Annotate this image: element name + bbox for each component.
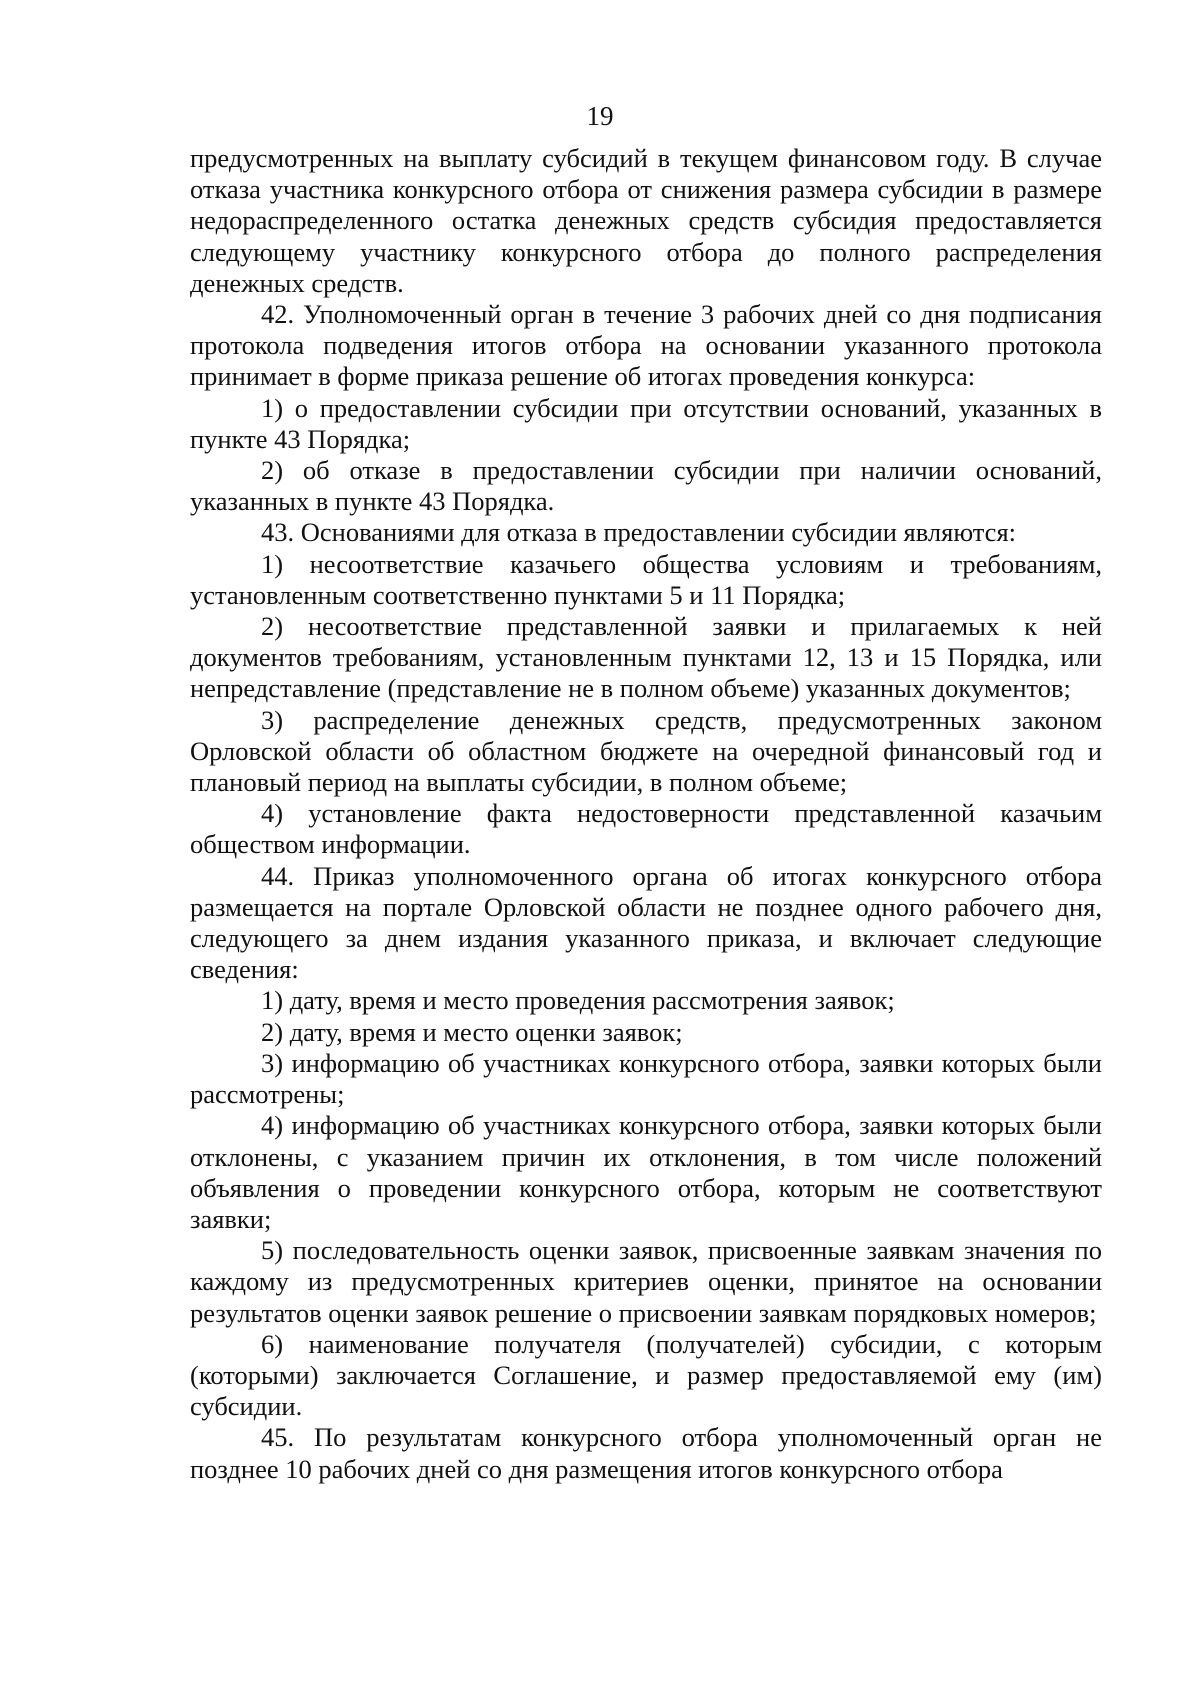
paragraph-44-5: 5) последовательность оценки заявок, присвоенные заявкам значения по каждому из предусмотренных критериев оценки, принятое на основании результатов оценки заявок решение о присвоении заявкам порядковых номеров; xyxy=(190,1235,1102,1328)
paragraph-43-4: 4) установление факта недостоверности представленной казачьим обществом информации. xyxy=(190,798,1102,860)
paragraph-44: 44. Приказ уполномоченного органа об итогах конкурсного отбора размещается на портале Орловской области не позднее одного рабочего дня, следующего за днем издания указанного приказа, и включает следующие сведения: xyxy=(190,860,1102,985)
paragraph-continuation: предусмотренных на выплату субсидий в текущем финансовом году. В случае отказа участника конкурсного отбора от снижения размера субсидии в размере недораспределенного остатка денежных средств субсидия предоставляется следующему участнику конкурсного отбора до полного распределения денежных средств. xyxy=(190,143,1102,298)
paragraph-43-1: 1) несоответствие казачьего общества условиям и требованиям, установленным соответственно пунктами 5 и 11 Порядка; xyxy=(190,548,1102,610)
paragraph-43-2: 2) несоответствие представленной заявки и прилагаемых к ней документов требованиям, установленным пунктами 12, 13 и 15 Порядка, или непредставление (представление не в полном объеме) указанных документов; xyxy=(190,611,1102,704)
page-number: 19 xyxy=(586,101,614,131)
paragraph-43: 43. Основаниями для отказа в предоставлении субсидии являются: xyxy=(261,517,1016,548)
paragraph-45: 45. По результатам конкурсного отбора уполномоченный орган не позднее 10 рабочих дней со дня размещения итогов конкурсного отбора xyxy=(190,1422,1102,1484)
paragraph-43-3: 3) распределение денежных средств, предусмотренных законом Орловской области об областном бюджете на очередной финансовый год и плановый период на выплаты субсидии, в полном объеме; xyxy=(190,704,1102,798)
paragraph-44-3: 3) информацию об участниках конкурсного отбора, заявки которых были рассмотрены; xyxy=(190,1047,1102,1110)
paragraph-42-2: 2) об отказе в предоставлении субсидии при наличии оснований, указанных в пункте 43 Порядка. xyxy=(190,455,1102,517)
paragraph-44-2: 2) дату, время и место оценки заявок; xyxy=(261,1016,683,1047)
paragraph-42: 42. Уполномоченный орган в течение 3 рабочих дней со дня подписания протокола подведения итогов отбора на основании указанного протокола принимает в форме приказа решение об итогах проведения конкурса: xyxy=(190,299,1102,392)
paragraph-44-1: 1) дату, время и место проведения рассмотрения заявок; xyxy=(261,985,895,1016)
paragraph-44-6: 6) наименование получателя (получателей) субсидии, с которым (которыми) заключается Соглашение, и размер предоставляемой ему (им) субсидии. xyxy=(190,1328,1102,1422)
paragraph-42-1: 1) о предоставлении субсидии при отсутствии оснований, указанных в пункте 43 Порядка; xyxy=(190,392,1102,454)
paragraph-44-4: 4) информацию об участниках конкурсного отбора, заявки которых были отклонены, с указанием причин их отклонения, в том числе положений объявления о проведении конкурсного отбора, которым не соответствуют заявки; xyxy=(190,1110,1102,1234)
document-body xyxy=(190,143,1102,1485)
